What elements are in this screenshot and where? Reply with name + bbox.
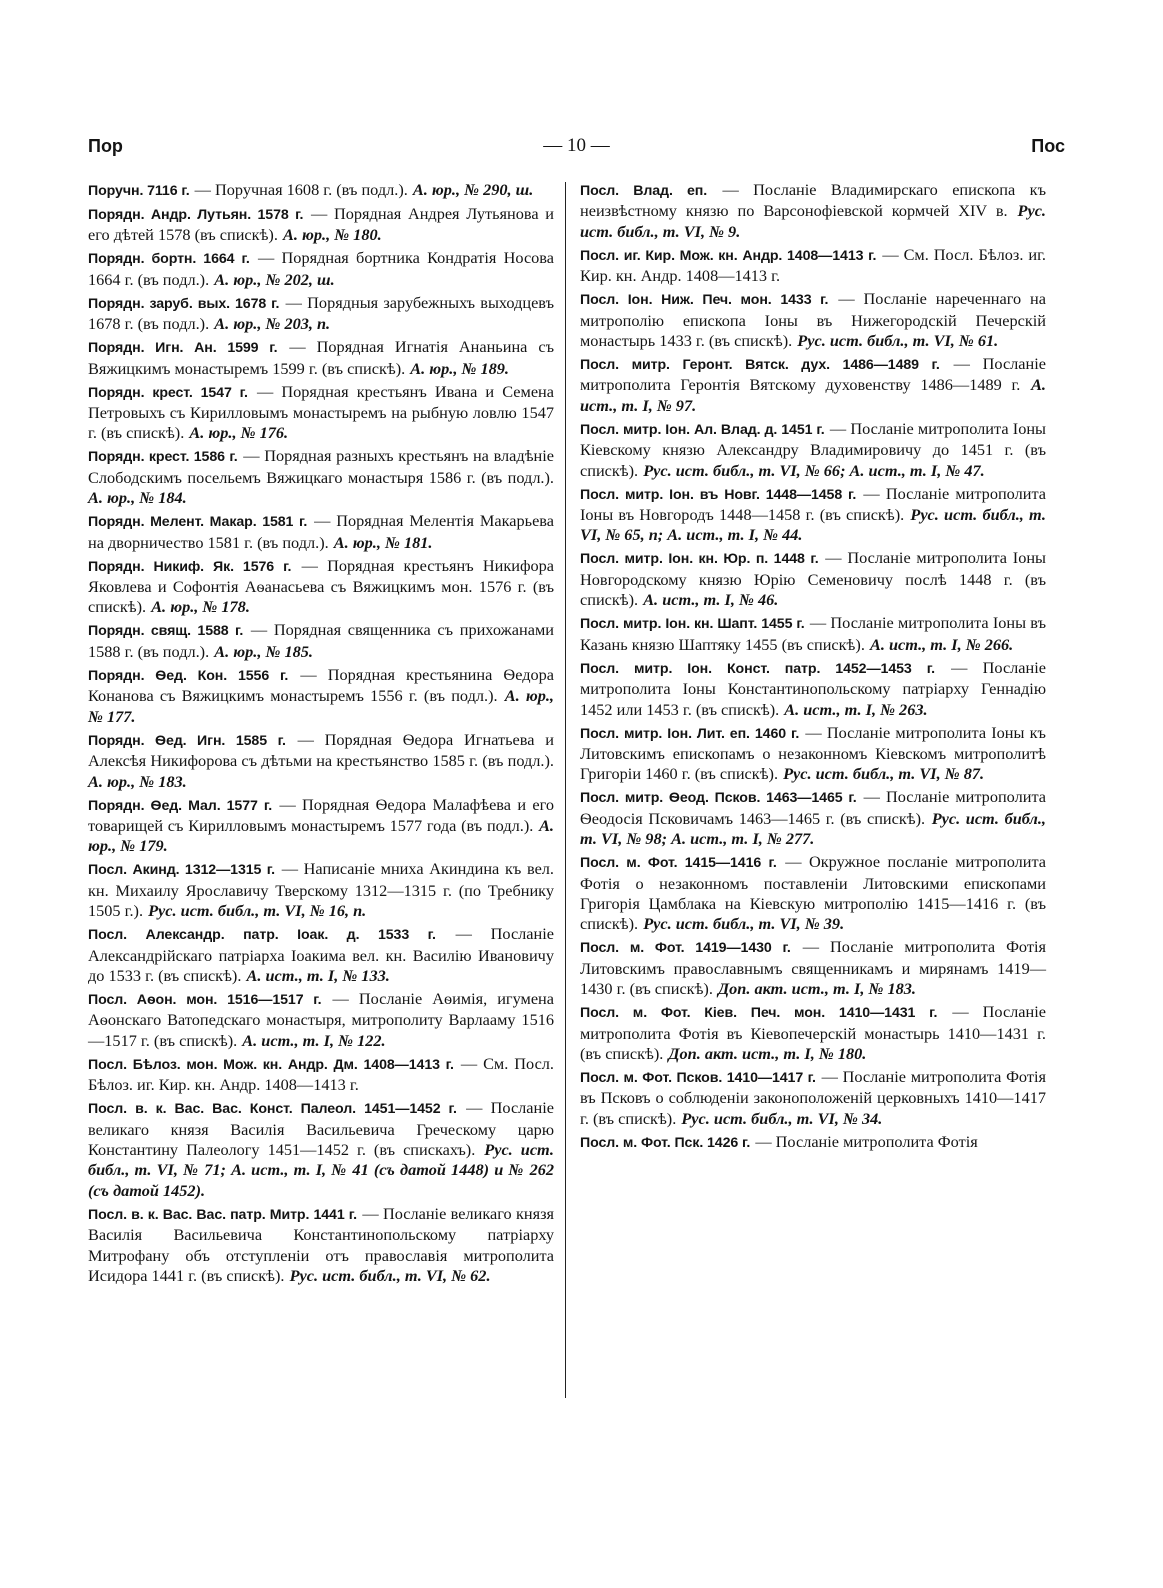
entry-reference: А. юр., № 290, ш. xyxy=(412,180,534,199)
entry-heading: Посл. Бѣлоз. мон. Мож. кн. Андр. Дм. 1408—1413 г. xyxy=(88,1056,454,1073)
entry-reference: А. ист., т. I, № 122. xyxy=(242,1030,386,1050)
page-number: — 10 — xyxy=(543,135,610,156)
index-entry xyxy=(88,730,554,792)
entry-reference: А. юр., № 202, ш. xyxy=(214,269,335,289)
entry-heading: Посл. иг. Кир. Мож. кн. Андр. 1408—1413 г. xyxy=(580,247,877,264)
entry-reference: Доп. акт. ист., т. I, № 183. xyxy=(718,979,916,999)
entry-description: — Посланіе митрополита Фотія xyxy=(755,1131,978,1151)
entry-description: — Посланіе великаго князя Василія Васильевича Греческому царю Константину Палеологу 1451—1452 г. (въ спискахъ). xyxy=(88,1098,554,1159)
index-entry xyxy=(580,484,1046,546)
entry-description: — Посланіе митрополита Фотія въ Кіевопечерскій монастырь 1410—1431 г. (въ спискѣ). xyxy=(580,1002,1046,1063)
entry-reference: Рус. ист. библ., т. VI, № 16, п. xyxy=(148,901,367,921)
entry-description: — Порядная разныхъ крестьянъ на владѣніе Слободскимъ посельемъ Вяжицкаго монастыря 1586 г. (въ подл.). xyxy=(88,446,554,487)
entry-description: — Посланіе Владимирскаго епископа къ неизвѣстному князю по Варсонофіевской кормчей XIV в. xyxy=(580,180,1046,221)
index-entry xyxy=(88,382,554,444)
entry-description: — Окружное посланіе митрополита Фотія о незаконномъ поставленіи Литовскими епископами Григорія Цамблака на Кіевскую митрополію 1415—1416 г. (въ спискѣ). xyxy=(580,852,1046,934)
entry-reference: А. ист., т. I, № 97. xyxy=(580,375,1046,415)
index-entry xyxy=(580,1132,1046,1153)
entry-reference: А. ист., т. I, № 133. xyxy=(246,965,390,985)
entry-reference: А. юр., № 181. xyxy=(333,532,433,552)
entry-heading: Посл. м. Фот. 1419—1430 г. xyxy=(580,940,791,957)
index-entry xyxy=(580,937,1046,999)
entry-reference: А. юр., № 189. xyxy=(410,358,509,378)
entry-description: — Порядная бортника Кондратія Носова 1664 г. (въ подл.). xyxy=(88,248,555,289)
entry-reference: А. юр., № 176. xyxy=(189,423,289,443)
index-entry xyxy=(88,337,554,379)
index-entry xyxy=(580,419,1046,481)
left-column xyxy=(88,180,554,1289)
entry-reference: А. юр., № 177. xyxy=(88,686,554,726)
entry-heading: Порядн. Ѳед. Кон. 1556 г. xyxy=(88,667,289,684)
index-entry xyxy=(88,446,554,508)
entry-description: — Посланіе митрополита Геронтія Вятскому духовенству 1486—1489 г. xyxy=(580,354,1046,395)
entry-description: — Порядная Ѳедора Малафѣева и его товарищей съ Кирилловымъ монастыремъ 1577 года (въ подл.). xyxy=(88,794,554,835)
index-entry xyxy=(88,293,554,335)
entry-heading: Посл. м. Фот. Псков. 1410—1417 г. xyxy=(580,1069,816,1086)
entry-description: — См. Посл. Бѣлоз. иг. Кир. кн. Андр. 1408—1413 г. xyxy=(580,244,1046,286)
entry-description: — Посланіе митрополита Іоны Новгородскому князю Юрію Семеновичу послѣ 1448 г. (въ спискѣ). xyxy=(580,548,1046,610)
entry-reference: Рус. ист. библ., т. VI, № 66; А. ист., т. I, № 47. xyxy=(643,460,985,480)
index-entry xyxy=(580,1067,1046,1129)
entry-heading: Посл. в. к. Вас. Вас. патр. Митр. 1441 г. xyxy=(88,1206,357,1223)
entry-description: — Посланіе митрополита Ѳеодосія Псковичамъ 1463—1465 г. (въ спискѣ). xyxy=(580,787,1046,828)
index-entry xyxy=(580,180,1046,242)
index-entry xyxy=(580,787,1046,849)
index-entry xyxy=(580,245,1046,287)
index-entry xyxy=(88,180,554,201)
entry-description: — Посланіе митрополита Фотія въ Псковъ о соблюденіи законоположеній церковныхъ 1410—1417 г. (въ спискѣ). xyxy=(580,1066,1046,1128)
entry-description: — Порядная крестьянъ Никифора Яковлева и Софонтія Аѳанасьева съ Вяжицкимъ мон. 1576 г. (въ спискѣ). xyxy=(88,555,555,617)
entry-reference: Рус. ист. библ., т. VI, № 9. xyxy=(580,201,1046,241)
entry-heading: Посл. митр. Іон. кн. Юр. п. 1448 г. xyxy=(580,551,819,568)
entry-description: — См. Посл. Бѣлоз. иг. Кир. кн. Андр. 1408—1413 г. xyxy=(88,1053,554,1095)
entry-heading: Посл. митр. Ѳеод. Псков. 1463—1465 г. xyxy=(580,790,857,807)
entry-heading: Порядн. Мелент. Макар. 1581 г. xyxy=(88,514,308,531)
entry-reference: Рус. ист. библ., т. VI, № 39. xyxy=(643,914,845,934)
index-entry xyxy=(88,795,554,857)
entry-description: — Посланіе великаго князя Василія Васильевича Константинопольскому патріарху Митрофану объ отступленіи отъ православія митрополита Исидора 1441 г. (въ спискѣ). xyxy=(88,1203,555,1285)
entry-heading: Посл. Аѳон. мон. 1516—1517 г. xyxy=(88,991,322,1008)
right-column xyxy=(580,180,1046,1156)
entry-heading: Порядн. Андр. Лутьян. 1578 г. xyxy=(88,207,304,223)
entry-heading: Посл. Влад. еп. xyxy=(580,183,708,199)
entry-reference: А. юр., № 185. xyxy=(214,641,313,661)
entry-reference: Рус. ист. библ., т. VI, № 98; А. ист., т. I, № 277. xyxy=(580,808,1046,849)
entry-heading: Порядн. свящ. 1588 г. xyxy=(88,623,244,640)
index-entry xyxy=(88,1054,554,1096)
entry-reference: А. ист., т. I, № 263. xyxy=(784,699,928,719)
entry-description: — Посланіе нареченнаго на митрополію епископа Іоны въ Нижегородскій Печерскій монастырь 1433 г. (въ спискѣ). xyxy=(580,289,1046,351)
entry-heading: Посл. м. Фот. 1415—1416 г. xyxy=(580,855,777,872)
index-entry xyxy=(88,620,554,662)
entry-reference: А. ист., т. I, № 266. xyxy=(869,634,1014,654)
entry-heading: Порядн. Ѳед. Игн. 1585 г. xyxy=(88,732,286,749)
entry-heading: Поручн. 7116 г. xyxy=(88,183,190,199)
entry-description: — Посланіе Александрійскаго патріарха Іоакима вел. кн. Василію Ивановичу до 1533 г. (въ спискѣ). xyxy=(88,924,554,985)
entry-description: — Поручная 1608 г. (въ подл.). xyxy=(194,180,408,199)
entry-description: — Написаніе мниха Акиндина къ вел. кн. Михаилу Ярославичу Тверскому 1312—1315 г. (по Требнику 1505 г.). xyxy=(88,859,554,921)
entry-reference: А. ист., т. I, № 46. xyxy=(643,590,779,610)
index-entry xyxy=(580,658,1046,720)
entry-description: — Порядная священника съ прихожанами 1588 г. (въ подл.). xyxy=(88,620,554,661)
entry-description: — Посланіе митрополита Іоны въ Казань князю Шаптяку 1455 (въ спискѣ). xyxy=(580,613,1046,654)
entry-heading: Порядн. Игн. Ан. 1599 г. xyxy=(88,340,278,357)
index-entry xyxy=(88,1098,554,1201)
index-entry xyxy=(580,723,1046,785)
entry-heading: Порядн. Ѳед. Мал. 1577 г. xyxy=(88,797,273,814)
index-entry xyxy=(88,248,554,290)
index-entry xyxy=(88,989,554,1051)
entry-heading: Порядн. крест. 1586 г. xyxy=(88,449,238,466)
entry-reference: А. юр., № 183. xyxy=(88,771,187,791)
entry-heading: Посл. митр. Іон. Конст. патр. 1452—1453 г. xyxy=(580,660,935,677)
column-divider xyxy=(565,182,566,1398)
entry-heading: Посл. м. Фот. Пск. 1426 г. xyxy=(580,1134,751,1151)
entry-heading: Посл. митр. Іон. кн. Шапт. 1455 г. xyxy=(580,616,805,633)
entry-reference: Доп. акт. ист., т. I, № 180. xyxy=(668,1043,867,1063)
index-entry xyxy=(580,852,1046,935)
entry-heading: Посл. митр. Іон. въ Новг. 1448—1458 г. xyxy=(580,486,857,503)
entry-reference: А. юр., № 184. xyxy=(88,488,187,508)
index-entry xyxy=(580,548,1046,610)
entry-description: — Порядная крестьянина Ѳедора Конанова съ Вяжицкимъ монастыремъ 1556 г. (въ подл.). xyxy=(88,664,554,706)
entry-description: — Посланіе Аѳимія, игумена Аѳонскаго Ватопедскаго монастыря, митрополиту Варлааму 1516—1517 г. (въ спискѣ). xyxy=(88,988,554,1050)
entry-description: — Порядная Андрея Лутьянова и его дѣтей 1578 (въ спискѣ). xyxy=(88,204,554,245)
entry-description: — Порядная крестьянъ Ивана и Семена Петровыхъ съ Кирилловымъ монастыремъ на рыбную ловлю 1547 г. (въ спискѣ). xyxy=(88,381,554,443)
entry-heading: Порядн. заруб. вых. 1678 г. xyxy=(88,295,280,312)
entry-description: — Посланіе митрополита Іоны Константинопольскому патріарху Геннадію 1452 или 1453 г. (въ спискѣ). xyxy=(580,657,1046,719)
header-left-guide-word: Пор xyxy=(88,136,123,156)
index-entry xyxy=(88,556,554,618)
entry-heading: Посл. Акинд. 1312—1315 г. xyxy=(88,862,276,879)
entry-heading: Посл. митр. Іон. Лит. еп. 1460 г. xyxy=(580,725,800,742)
entry-reference: Рус. ист. библ., т. VI, № 34. xyxy=(681,1108,883,1128)
entry-description: — Посланіе митрополита Фотія Литовскимъ православнымъ священникамъ и мирянамъ 1419—1430 г. (въ спискѣ). xyxy=(580,937,1046,999)
index-entry xyxy=(580,613,1046,655)
entry-heading: Посл. митр. Геронт. Вятск. дух. 1486—1489 г. xyxy=(580,357,940,374)
page-header xyxy=(88,136,1065,158)
index-entry xyxy=(88,1204,554,1287)
entry-description: — Посланіе митрополита Іоны Кіевскому князю Александру Владимировичу до 1451 г. (въ спискѣ). xyxy=(580,418,1046,480)
entry-reference: А. юр., № 180. xyxy=(282,225,382,245)
index-entry xyxy=(580,289,1046,351)
entry-heading: Посл. в. к. Вас. Вас. Конст. Палеол. 1451—1452 г. xyxy=(88,1101,457,1118)
entry-reference: А. юр., № 203, п. xyxy=(214,314,331,334)
entry-reference: Рус. ист. библ., т. VI, № 87. xyxy=(783,764,985,784)
index-entry xyxy=(88,511,554,553)
entry-reference: А. юр., № 178. xyxy=(151,597,250,617)
entry-heading: Посл. м. Фот. Кіев. Печ. мон. 1410—1431 г. xyxy=(580,1005,938,1022)
entry-heading: Посл. Александр. патр. Іоак. д. 1533 г. xyxy=(88,927,436,944)
entry-heading: Посл. митр. Іон. Ал. Влад. д. 1451 г. xyxy=(580,421,825,438)
entry-heading: Порядн. бортн. 1664 г. xyxy=(88,251,250,268)
index-entry xyxy=(88,665,554,727)
entry-description: — Порядная Ѳедора Игнатьева и Алексѣя Никифорова съ дѣтьми на крестьянство 1585 г. (въ подл.). xyxy=(88,729,554,771)
entry-heading: Порядн. крест. 1547 г. xyxy=(88,384,248,401)
entry-heading: Посл. Іон. Ниж. Печ. мон. 1433 г. xyxy=(580,292,829,309)
entry-description: — Посланіе митрополита Іоны къ Литовскимъ епископамъ о незаконномъ Кіевскомъ митрополитѣ Григоріи 1460 г. (въ спискѣ). xyxy=(580,722,1046,784)
index-entry xyxy=(88,859,554,921)
entry-reference: Рус. ист. библ., т. VI, № 62. xyxy=(289,1266,491,1285)
header-right-guide-word: Пос xyxy=(1031,136,1065,156)
entry-heading: Порядн. Никиф. Як. 1576 г. xyxy=(88,558,292,575)
entry-description: — Порядныя зарубежныхъ выходцевъ 1678 г. (въ подл.). xyxy=(88,292,554,334)
entry-reference: Рус. ист. библ., т. VI, № 71; А. ист., т. I, № 41 (съ датой 1448) и № 262 (съ датой 1452). xyxy=(88,1139,554,1200)
entry-description: — Порядная Игнатія Ананьина съ Вяжицкимъ монастыремъ 1599 г. (въ спискѣ). xyxy=(88,337,554,378)
entry-description: — Посланіе митрополита Іоны въ Новгородъ 1448—1458 г. (въ спискѣ). xyxy=(580,483,1046,525)
entry-reference: Рус. ист. библ., т. VI, № 65, п; А. ист., т. I, № 44. xyxy=(580,505,1046,545)
index-entry xyxy=(88,204,554,246)
index-entry xyxy=(580,1002,1046,1064)
entry-reference: Рус. ист. библ., т. VI, № 61. xyxy=(797,331,999,351)
entry-reference: А. юр., № 179. xyxy=(88,815,554,856)
entry-description: — Порядная Мелентія Макарьева на дворничество 1581 г. (въ подл.). xyxy=(88,511,554,552)
index-entry xyxy=(88,924,554,986)
index-entry xyxy=(580,354,1046,416)
